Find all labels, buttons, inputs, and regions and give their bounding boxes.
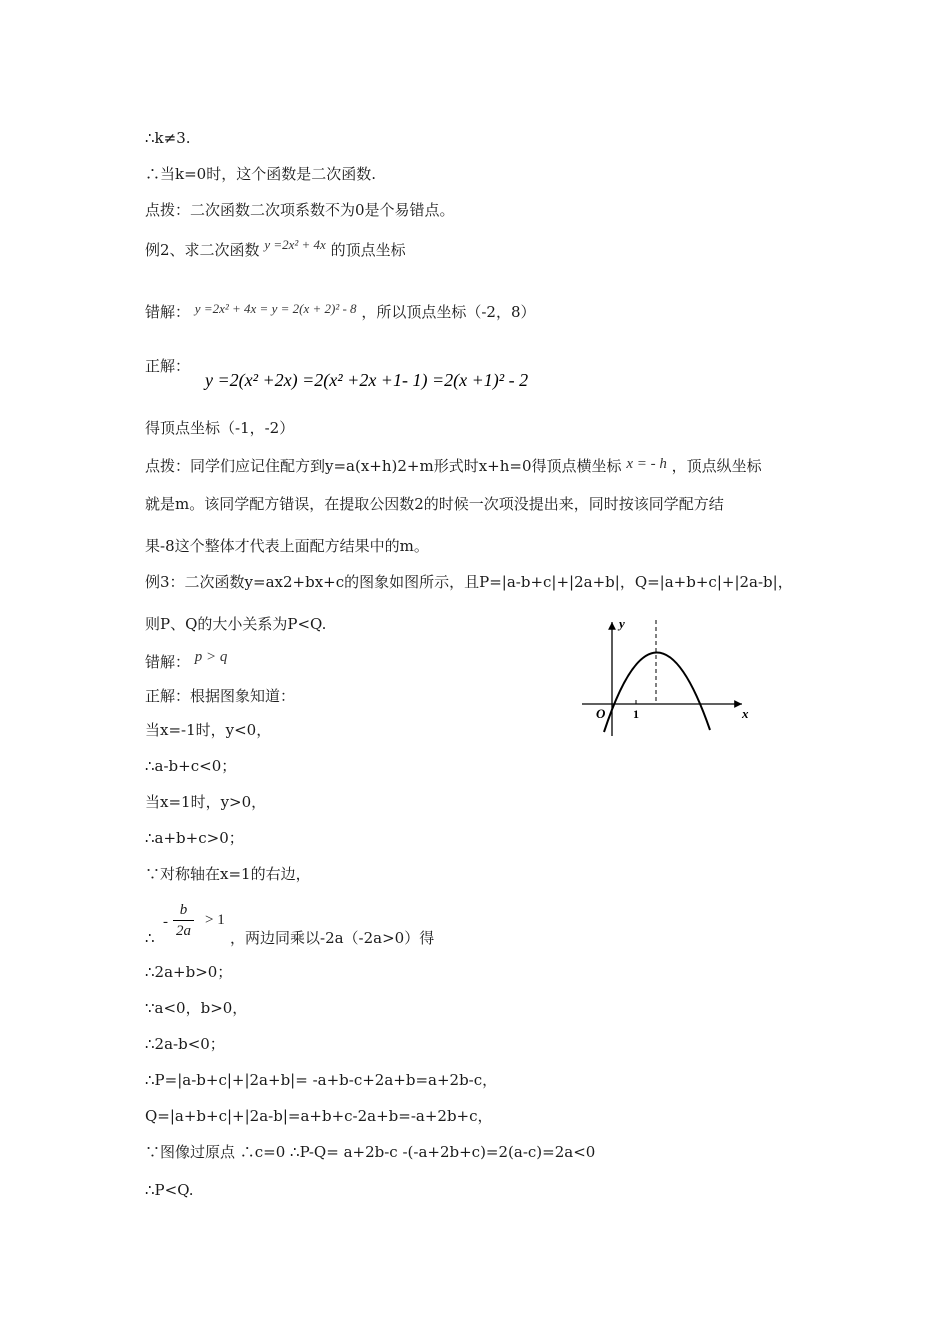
formula-vertex-x: x = - h [626, 456, 667, 472]
line-x-neg-1: 当x=-1时，y<0， [145, 721, 272, 739]
example-2-prefix: 例2、求二次函数 [145, 241, 260, 259]
line-wrong-3 [145, 649, 228, 673]
line-example-3: 例3：二次函数y=ax2+bx+c的图象如图所示，且P=|a-b+c|+|2a+b|，Q=|a+b+c|+|2a-b|， [145, 573, 793, 591]
line-apb-pos: ∴a+b+c>0； [145, 829, 244, 847]
parabola-curve [604, 652, 710, 732]
fraction-prefix: - [163, 914, 168, 930]
fraction-suffix: > 1 [205, 912, 225, 928]
x-axis-label: x [742, 706, 749, 721]
formula-p-gt-q: p > q [194, 649, 228, 665]
line-axis-right: ∵对称轴在x=1的右边， [145, 865, 311, 883]
tip-2-text: 点拨：同学们应记住配方到y=a(x+h)2+m形式时x+h=0得顶点横坐标 [145, 457, 622, 475]
line-p-value: ∴P=|a-b+c|+|2a+b|= -a+b-c+2a+b=a+2b-c， [145, 1071, 498, 1089]
line-q-value: Q=|a+b+c|+|2a-b|=a+b+c-2a+b=-a+2b+c， [145, 1107, 493, 1125]
fraction-explanation: ，两边同乘以-2a（-2a>0）得 [230, 929, 435, 947]
example-2-suffix: 的顶点坐标 [330, 241, 406, 259]
line-2a-b-neg: ∴2a-b<0； [145, 1035, 225, 1053]
y-axis-label: y [619, 616, 625, 631]
line-amb-neg: ∴a-b+c<0； [145, 757, 237, 775]
line-k-zero: ∴当k=0时，这个函数是二次函数. [145, 165, 376, 183]
line-tip-2-cont: 就是m。该同学配方错误，在提取公因数2的时候一次项没提出来，同时按该同学配方结 [145, 495, 724, 513]
line-2a-b-pos: ∴2a+b>0； [145, 963, 233, 981]
fraction-denominator: 2a [173, 920, 194, 941]
formula-wrong: y =2x² + 4x = y = 2(x + 2)² - 8 [194, 301, 357, 316]
line-tip-2-end: 果-8这个整体才代表上面配方结果中的m。 [145, 537, 429, 555]
line-correct-label: 正解： [145, 357, 191, 375]
line-origin: ∵图像过原点 ∴c=0 ∴P-Q= a+2b-c -(-a+2b+c)=2(a-c)=2a<0 [145, 1143, 596, 1161]
wrong-solution-label: 错解： [145, 303, 191, 321]
therefore-symbol: ∴ [145, 929, 155, 947]
origin-label: O [596, 706, 606, 721]
tick-1-label: 1 [633, 707, 639, 721]
formula-correct: y =2(x² +2x) =2(x² +2x +1- 1) =2(x +1)² - 2 [205, 370, 529, 390]
fraction-numerator: b [179, 902, 188, 918]
line-vertex-result: 得顶点坐标（-1，-2） [145, 419, 295, 437]
parabola-figure [578, 612, 758, 742]
line-tip-2 [145, 456, 762, 477]
wrong-3-label: 错解： [145, 653, 191, 671]
line-conclusion: ∴P<Q. [145, 1181, 194, 1199]
line-correct-3: 正解：根据图象知道： [145, 687, 296, 705]
wrong-solution-vertex: ，所以顶点坐标（-2，8） [361, 303, 536, 321]
line-a-b-signs: ∵a<0，b>0， [145, 999, 248, 1017]
line-example-2 [145, 237, 406, 261]
formula-example-2: y =2x² + 4x [264, 237, 326, 252]
line-tip-1: 点拨：二次函数二次项系数不为0是个易错点。 [145, 201, 455, 219]
fraction-b-over-2a [173, 900, 194, 941]
line-k-neq-3: ∴k≠3. [145, 129, 191, 147]
line-wrong-solution [145, 302, 536, 323]
line-x-1: 当x=1时，y>0， [145, 793, 267, 811]
line-example-3-claim: 则P、Q的大小关系为P<Q. [145, 615, 327, 633]
tip-2-suffix: ，顶点纵坐标 [671, 457, 762, 475]
